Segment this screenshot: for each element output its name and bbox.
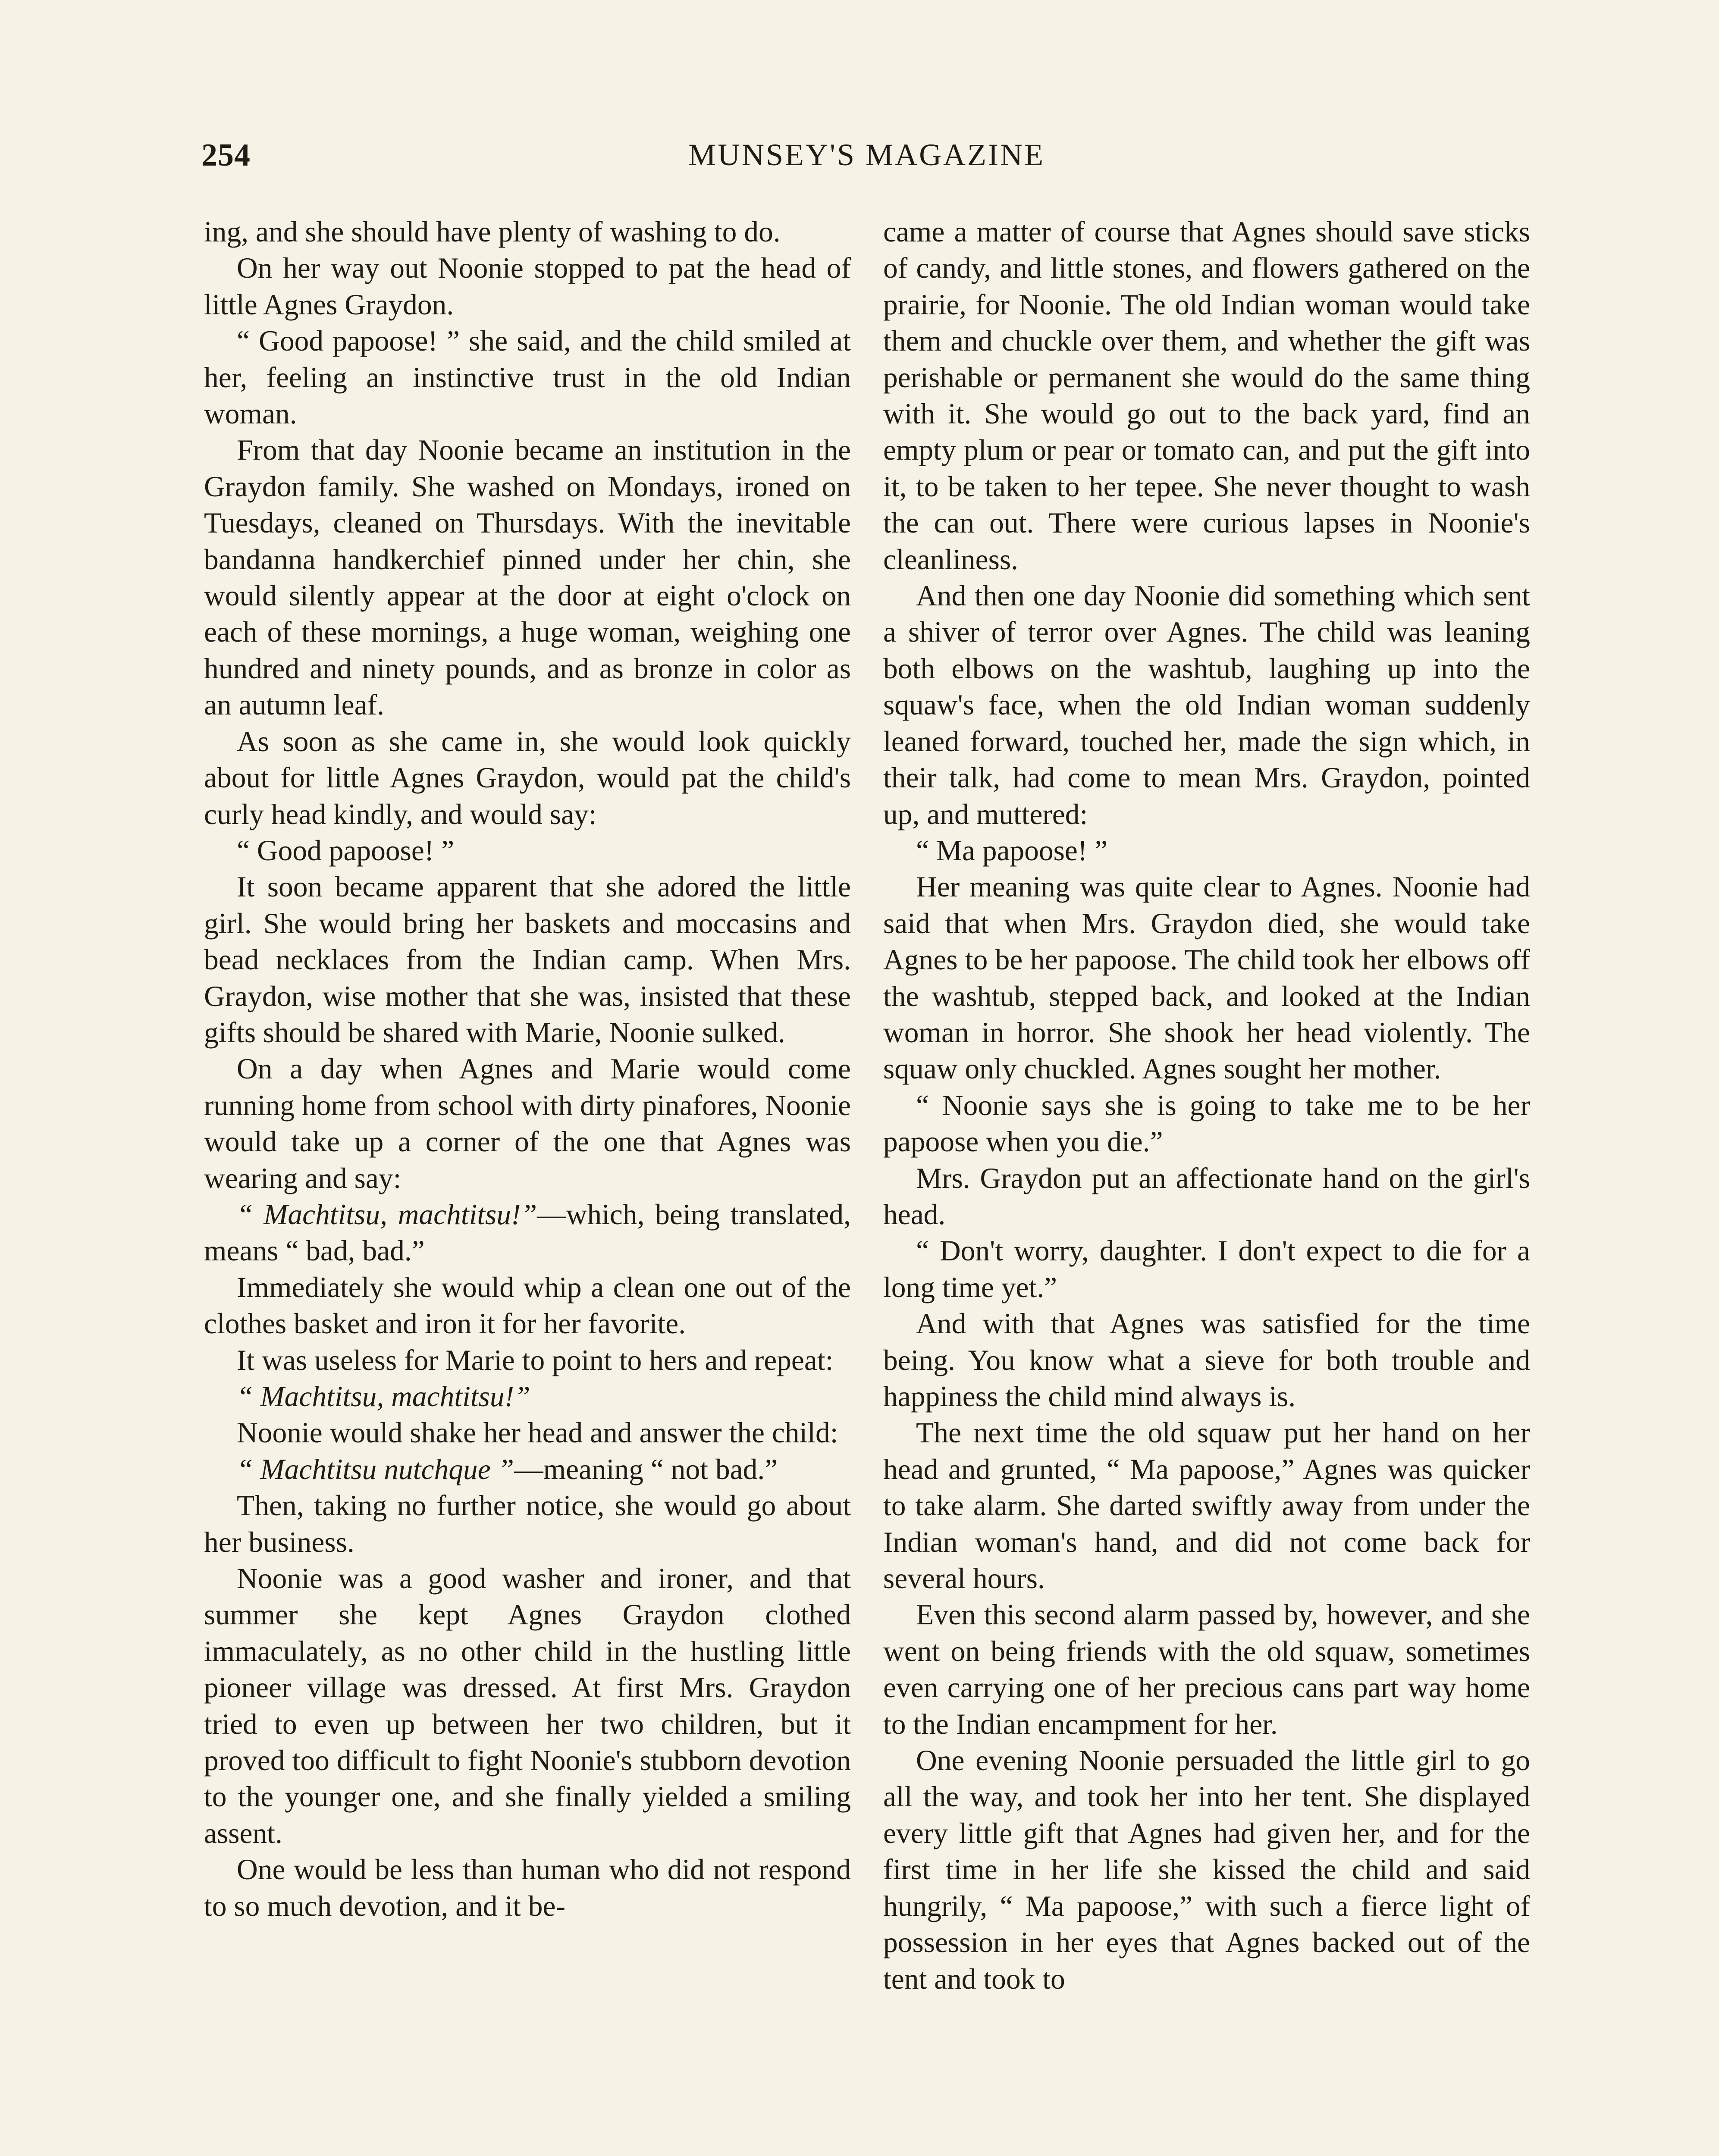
paragraph: It was useless for Marie to point to hers and repeat: <box>237 1344 834 1376</box>
paragraph: And with that Agnes was satisfied for the time being. You know what a sieve for both trouble and happiness the child mind always is. <box>883 1307 1530 1413</box>
paragraph: “ Good papoose! ” she said, and the child smiled at her, feeling an instinctive trust in the old Indian woman. <box>204 325 851 430</box>
paragraph: “ Don't worry, daughter. I don't expect to die for a long time yet.” <box>883 1235 1530 1304</box>
running-title: MUNSEY'S MAGAZINE <box>688 138 1045 172</box>
paragraph: “ Noonie says she is going to take me to be her papoose when you die.” <box>883 1089 1530 1158</box>
paragraph-with-italic-speech <box>204 1379 851 1415</box>
italic-speech: “ Machtitsu, machtitsu!” <box>237 1380 530 1413</box>
paragraph: Immediately she would whip a clean one out of the clothes basket and iron it for her favorite. <box>204 1271 851 1340</box>
paragraph: Noonie would shake her head and answer the child: <box>237 1416 838 1449</box>
paragraph: One would be less than human who did not respond to so much devotion, and it be- <box>204 1853 851 1922</box>
paragraph: Mrs. Graydon put an affectionate hand on the girl's head. <box>883 1162 1530 1231</box>
paragraph-text: —which, being translated, means “ bad, bad.” <box>204 1198 851 1267</box>
paragraph: Even this second alarm passed by, however, and she went on being friends with the old squaw, sometimes even carrying one of her precious cans part way home to the Indian encampment for her. <box>883 1598 1530 1740</box>
paragraph: Her meaning was quite clear to Agnes. Noonie had said that when Mrs. Graydon died, she would take Agnes to be her papoose. The child took her elbows off the washtub, stepped back, and looked at the Indian woman in horror. She shook her head violently. The squaw only chuckled. Agnes sought her mother. <box>883 871 1530 1085</box>
page-header <box>201 137 1532 176</box>
left-column <box>204 214 851 1924</box>
paragraph: From that day Noonie became an institution in the Graydon family. She washed on Mondays, ironed on Tuesdays, cleaned on Thursdays. With the inevitable bandanna handkerchief pinned under her chin, she would silently appear at the door at eight o'clock on each of these mornings, a huge woman, weighing one hundred and ninety pounds, and as bronze in color as an autumn leaf. <box>204 434 851 721</box>
paragraph: came a matter of course that Agnes should save sticks of candy, and little stones, and flowers gathered on the prairie, for Noonie. The old Indian woman would take them and chuckle over them, and whether the gift was perishable or permanent she would do the same thing with it. She would go out to the back yard, find an empty plum or pear or tomato can, and put the gift into it, to be taken to her tepee. She never thought to wash the can out. There were curious lapses in Noonie's cleanliness. <box>883 216 1530 576</box>
paragraph: Noonie was a good washer and ironer, and that summer she kept Agnes Graydon clothed immaculately, as no other child in the hustling little pioneer village was dressed. At first Mrs. Graydon tried to even up between her two children, but it proved too difficult to fight Noonie's stubborn devotion to the younger one, and she finally yielded a smiling assent. <box>204 1562 851 1849</box>
paragraph: It soon became apparent that she adored the little girl. She would bring her baskets and moccasins and bead necklaces from the Indian camp. When Mrs. Graydon, wise mother that she was, insisted that these gifts should be shared with Marie, Noonie sulked. <box>204 871 851 1049</box>
page-number: 254 <box>201 138 251 173</box>
paragraph: One evening Noonie persuaded the little girl to go all the way, and took her into her tent. She displayed every little gift that Agnes had given her, and for the first time in her life she kissed the child and said hungrily, “ Ma papoose,” with such a fierce light of possession in her eyes that Agnes backed out of the tent and took to <box>883 1744 1530 1995</box>
paragraph: On a day when Agnes and Marie would come running home from school with dirty pinafores, Noonie would take up a corner of the one that Agnes was wearing and say: <box>204 1053 851 1194</box>
right-column <box>883 214 1530 1997</box>
italic-speech: “ Machtitsu, machtitsu!” <box>237 1198 537 1231</box>
paragraph-text: —meaning “ not bad.” <box>514 1453 778 1485</box>
paragraph: ing, and she should have plenty of washing to do. <box>204 216 781 248</box>
paragraph: Then, taking no further notice, she would go about her business. <box>204 1489 851 1558</box>
paragraph-with-italic-speech <box>204 1451 851 1488</box>
paragraph: “ Ma papoose! ” <box>916 834 1108 867</box>
paragraph: And then one day Noonie did something which sent a shiver of terror over Agnes. The child was leaning both elbows on the washtub, laughing up into the squaw's face, when the old Indian woman suddenly leaned forward, touched her, made the sign which, in their talk, had come to mean Mrs. Graydon, pointed up, and muttered: <box>883 580 1530 830</box>
italic-speech: “ Machtitsu nutchque ” <box>237 1453 514 1485</box>
paragraph: “ Good papoose! ” <box>237 834 455 867</box>
paragraph-with-italic-speech <box>204 1197 851 1269</box>
paragraph: On her way out Noonie stopped to pat the head of little Agnes Graydon. <box>204 252 851 321</box>
paragraph: As soon as she came in, she would look quickly about for little Agnes Graydon, would pat the child's curly head kindly, and would say: <box>204 725 851 830</box>
paragraph: The next time the old squaw put her hand on her head and grunted, “ Ma papoose,” Agnes was quicker to take alarm. She darted swiftly away from under the Indian woman's hand, and did not come back for several hours. <box>883 1416 1530 1595</box>
